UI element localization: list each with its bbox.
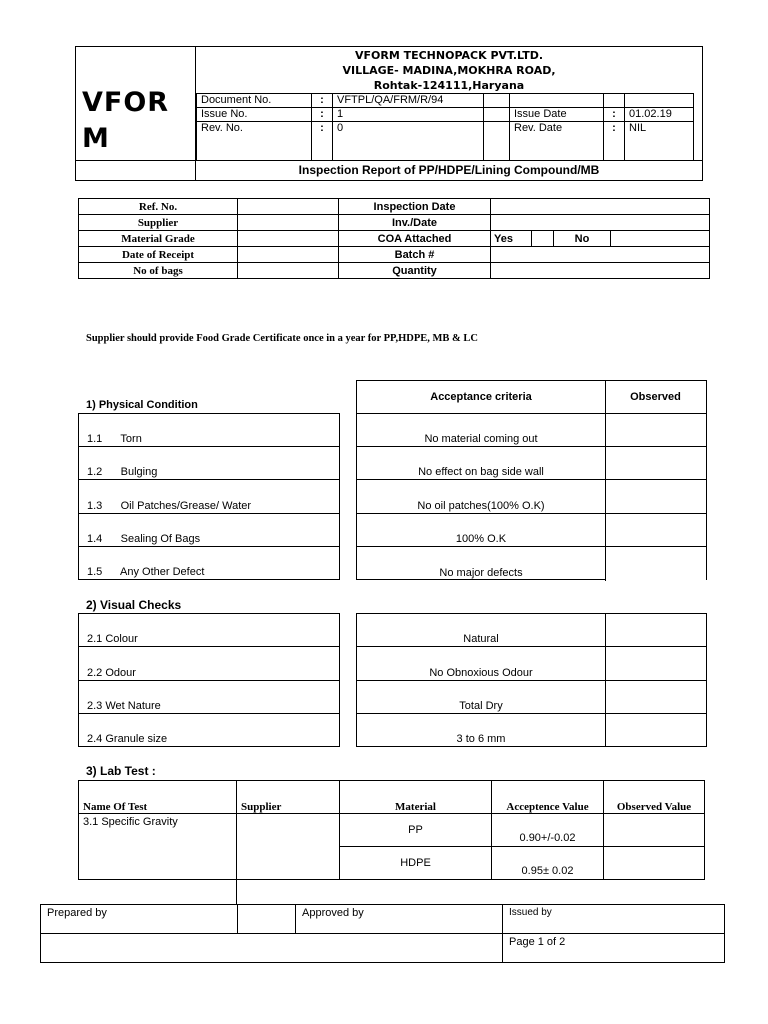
page-number: Page 1 of 2 <box>503 934 725 963</box>
company-logo: VFOR M <box>82 87 170 154</box>
supplier-label: Supplier <box>79 215 238 231</box>
material-cell: PP <box>340 814 492 847</box>
date-of-receipt-value[interactable] <box>238 247 339 263</box>
company-block <box>196 47 702 93</box>
acceptance-value-cell: 0.90+/-0.02 <box>492 814 604 847</box>
quantity-value[interactable] <box>491 263 710 279</box>
company-name: VFORM TECHNOPACK PVT.LTD. <box>354 49 544 62</box>
signature-footer <box>40 904 725 963</box>
observed-value-cell[interactable] <box>604 847 705 880</box>
ref-no-label: Ref. No. <box>79 199 238 215</box>
visual-checks-title: 2) Visual Checks <box>86 598 182 612</box>
observed-header: Observed <box>630 391 681 403</box>
prepared-by: Prepared by <box>41 905 238 934</box>
batch-value[interactable] <box>491 247 710 263</box>
acceptance-value-cell: 0.95± 0.02 <box>492 847 604 880</box>
batch-label: Batch # <box>339 247 491 263</box>
inspection-date-value[interactable] <box>491 199 710 215</box>
visual-item: 2.2 Odour <box>87 667 136 679</box>
physical-item: 1.2 Bulging <box>87 466 158 478</box>
rev-no-value: 0 <box>333 122 484 161</box>
test-name: 3.1 Specific Gravity <box>79 814 237 880</box>
issue-no-label: Issue No. <box>197 108 312 122</box>
issued-by: Issued by <box>503 905 725 934</box>
inv-date-value[interactable] <box>491 215 710 231</box>
physical-item: 1.5 Any Other Defect <box>87 566 205 578</box>
document-header <box>75 46 703 181</box>
doc-no-value: VFTPL/QA/FRM/R/94 <box>333 94 484 108</box>
issue-date-label: Issue Date <box>510 108 604 122</box>
colon: : <box>312 94 333 108</box>
issue-date-value: 01.02.19 <box>625 108 694 122</box>
criteria-text: Natural <box>463 633 499 645</box>
supplier-note: Supplier should provide Food Grade Certificate once in a year for PP,HDPE, MB & LC <box>86 333 478 344</box>
physical-item: 1.1 Torn <box>87 433 142 445</box>
material-cell: HDPE <box>340 847 492 880</box>
rev-date-value: NIL <box>625 122 694 161</box>
visual-items-box <box>78 613 340 747</box>
coa-yes-box[interactable] <box>532 231 554 247</box>
issue-no-value: 1 <box>333 108 484 122</box>
physical-item: 1.3 Oil Patches/Grease/ Water <box>87 500 252 512</box>
material-grade-label: Material Grade <box>79 231 238 247</box>
quantity-label: Quantity <box>339 263 491 279</box>
col-observed-value: Observed Value <box>604 781 705 814</box>
supplier-value[interactable] <box>238 215 339 231</box>
supplier-cell[interactable] <box>237 814 340 880</box>
physical-item: 1.4 Sealing Of Bags <box>87 533 201 545</box>
ref-no-value[interactable] <box>238 199 339 215</box>
address-line-2: Rohtak-124111,Haryana <box>373 79 525 92</box>
reference-table <box>78 198 710 279</box>
physical-criteria-box <box>356 380 707 580</box>
address-line-1: VILLAGE- MADINA,MOKHRA ROAD, <box>342 64 556 77</box>
acceptance-criteria-header: Acceptance criteria <box>430 391 532 403</box>
observed-value-cell[interactable] <box>604 814 705 847</box>
criteria-text: No Obnoxious Odour <box>429 667 533 679</box>
physical-condition-title: 1) Physical Condition <box>86 399 198 411</box>
physical-items-box <box>78 413 340 580</box>
doc-no-label: Document No. <box>197 94 312 108</box>
inv-date-label: Inv./Date <box>339 215 491 231</box>
rev-no-label: Rev. No. <box>197 122 312 161</box>
coa-attached-label: COA Attached <box>339 231 491 247</box>
criteria-text: No oil patches(100% O.K) <box>417 500 545 512</box>
lab-test-title: 3) Lab Test : <box>86 764 156 778</box>
col-material: Material <box>340 781 492 814</box>
criteria-text: 3 to 6 mm <box>456 733 506 745</box>
coa-no-box[interactable] <box>611 231 710 247</box>
inspection-date-label: Inspection Date <box>339 199 491 215</box>
lab-test-table <box>78 780 705 880</box>
visual-item: 2.1 Colour <box>87 633 138 645</box>
rev-date-label: Rev. Date <box>510 122 604 161</box>
criteria-text: No major defects <box>439 567 523 579</box>
logo-cell <box>76 47 196 160</box>
report-title: Inspection Report of PP/HDPE/Lining Compound/MB <box>298 163 600 177</box>
material-grade-value[interactable] <box>238 231 339 247</box>
approved-by: Approved by <box>296 905 503 934</box>
date-of-receipt-label: Date of Receipt <box>79 247 238 263</box>
colon: : <box>312 108 333 122</box>
visual-item: 2.3 Wet Nature <box>87 700 161 712</box>
criteria-text: No material coming out <box>424 433 538 445</box>
colon: : <box>604 108 625 122</box>
criteria-text: Total Dry <box>459 700 503 712</box>
no-of-bags-label: No of bags <box>79 263 238 279</box>
col-supplier: Supplier <box>237 781 340 814</box>
criteria-text: No effect on bag side wall <box>418 466 544 478</box>
col-name-of-test: Name Of Test <box>79 781 237 814</box>
coa-yes-label: Yes <box>491 231 532 247</box>
visual-criteria-box <box>356 613 707 747</box>
col-acceptence-value: Acceptence Value <box>492 781 604 814</box>
no-of-bags-value[interactable] <box>238 263 339 279</box>
visual-item: 2.4 Granule size <box>87 733 168 745</box>
document-control-grid <box>196 93 694 161</box>
colon: : <box>604 122 625 161</box>
coa-no-label: No <box>554 231 611 247</box>
criteria-text: 100% O.K <box>455 533 507 545</box>
colon: : <box>312 122 333 161</box>
